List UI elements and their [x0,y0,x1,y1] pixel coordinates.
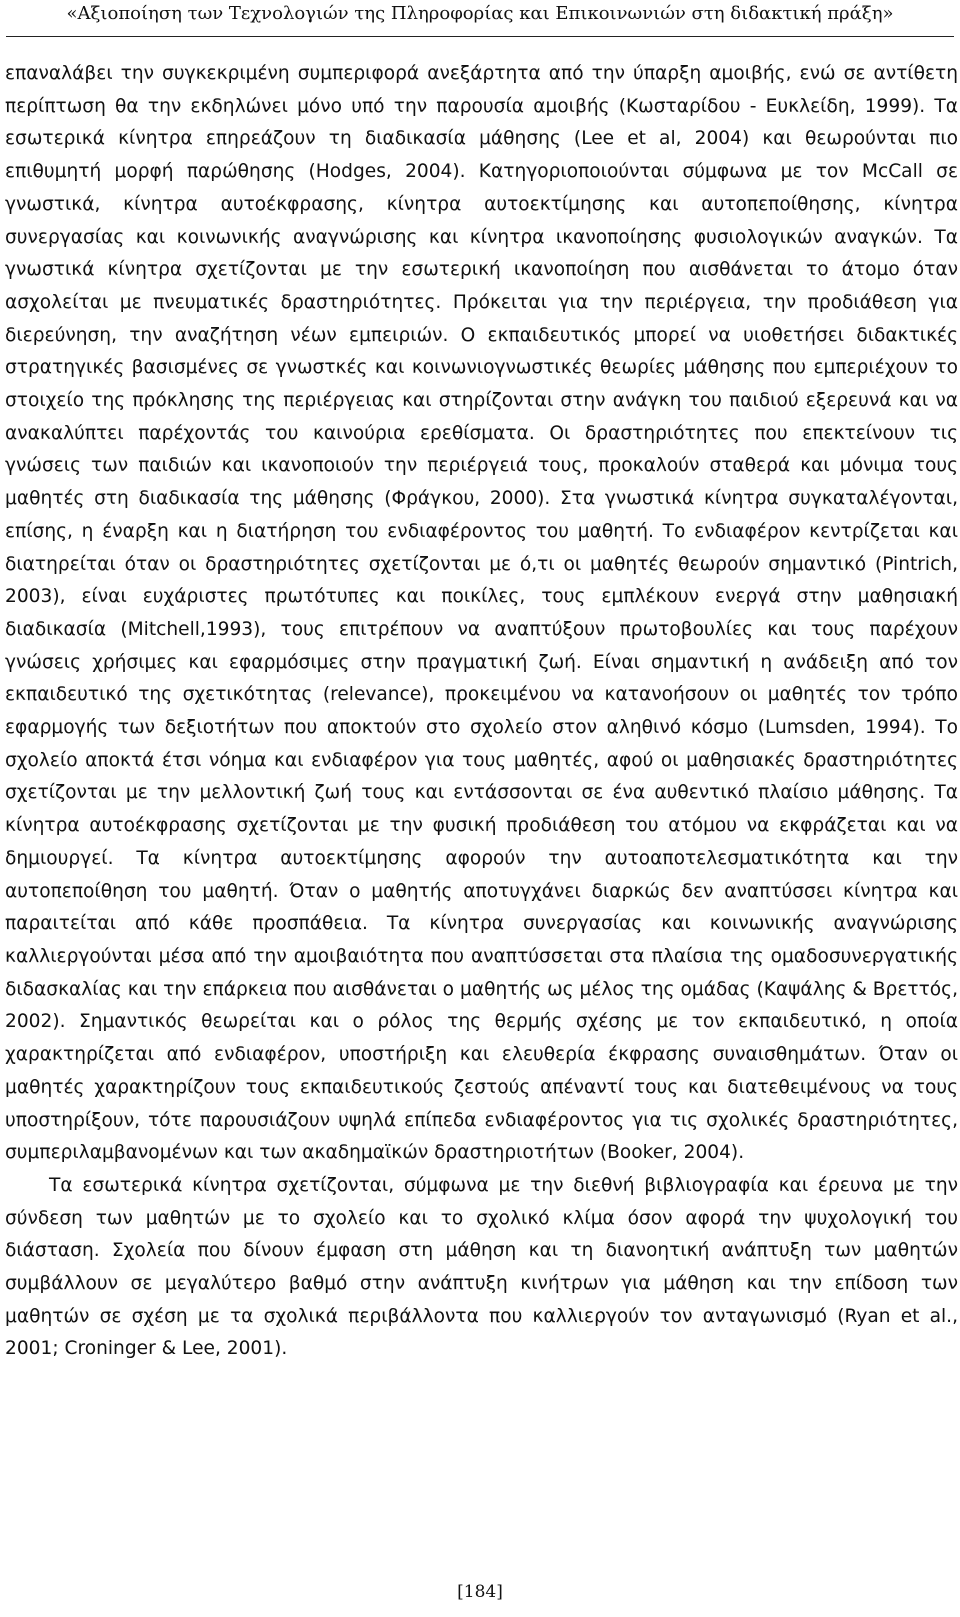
paragraph-continued: επαναλάβει την συγκεκριμένη συμπεριφορά ανεξάρτητα από την ύπαρξη αμοιβής, ενώ σε αντίθετη περίπτωση θα την εκδηλώνει μόνο υπό την παρουσία αμοιβής (Κωσταρίδου - Ευκλείδη, 1999). Τα εσωτερικά κίνητρα επηρεάζουν τη διαδικασία μάθησης (Lee et al, 2004) και θεωρούνται πιο επιθυμητή μορφή παρώθησης (Hodges, 2004). Κατηγοριοποιούνται σύμφωνα με τον McCall σε γνωστικά, κίνητρα αυτοέκφρασης, κίνητρα αυτοεκτίμησης και αυτοπεποίθησης, κίνητρα συνεργασίας και κοινωνικής αναγνώρισης και κίνητρα ικανοποίησης φυσιολογικών αναγκών. Τα γνωστικά κίνητρα σχετίζονται με την εσωτερική ικανοποίηση που αισθάνεται το άτομο όταν ασχολείται με πνευματικές δραστηριότητες. Πρόκειται για την περιέργεια, την προδιάθεση για διερεύνηση, την αναζήτηση νέων εμπειριών. Ο εκπαιδευτικός μπορεί να υιοθετήσει διδακτικές στρατηγικές βασισμένες σε γνωστκές και κοινωνιογνωστικές θεωρίες μάθησης που εμπεριέχουν το στοιχείο της πρόκλησης της περιέργειας και στηρίζονται στην ανάγκη του παιδιού εξερευνά και να ανακαλύπτει παρέχοντάς του καινούρια ερεθίσματα. Οι δραστηριότητες που επεκτείνουν τις γνώσεις των παιδιών και ικανοποιούν την περιέργειά τους, προκαλούν σταθερά και μόνιμα τους μαθητές στη διαδικασία της μάθησης (Φράγκου, 2000). Στα γνωστικά κίνητρα συγκαταλέγονται, επίσης, η έναρξη και η διατήρηση του ενδιαφέροντος του μαθητή. Το ενδιαφέρον κεντρίζεται και διατηρείται όταν οι δραστηριότητες σχετίζονται με ό,τι οι μαθητές θεωρούν σημαντικό (Pintrich, 2003), είναι ευχάριστες πρωτότυπες και ποικίλες, τους εμπλέκουν ενεργά στην μαθησιακή διαδικασία (Mitchell,1993), τους επιτρέπουν να αναπτύξουν πρωτοβουλίες και τους παρέχουν γνώσεις χρήσιμες και εφαρμόσιμες στην πραγματική ζωή. Είναι σημαντική η ανάδειξη από τον εκπαιδευτικό της σχετικότητας (relevance), προκειμένου να κατανοήσουν οι μαθητές τον τρόπο εφαρμογής των δεξιοτήτων που αποκτούν στο σχολείο στον αληθινό κόσμο (Lumsden, 1994). Το σχολείο αποκτά έτσι νόημα και ενδιαφέρον για τους μαθητές, αφού οι μαθησιακές δραστηριότητες σχετίζονται με την μελλοντική ζωή τους και εντάσσονται σε ένα αυθεντικό πλαίσιο μάθησης. Τα κίνητρα αυτοέκφρασης σχετίζονται με την φυσική προδιάθεση του ατόμου να εκφράζεται και να δημιουργεί. Τα κίνητρα αυτοεκτίμησης αφορούν την αυτοαποτελεσματικότητα και την αυτοπεποίθηση του μαθητή. Όταν ο μαθητής αποτυγχάνει διαρκώς δεν αναπτύσσει κίνητρα και παραιτείται από κάθε προσπάθεια. Τα κίνητρα συνεργασίας και κοινωνικής αναγνώρισης καλλιεργούνται μέσα από την αμοιβαιότητα που αναπτύσσεται στα πλαίσια της ομαδοσυνεργατικής διδασκαλίας και την επάρκεια που αισθάνεται ο μαθητής ως μέλος της ομάδας (Καψάλης & Βρεττός, 2002). Σημαντικός θεωρείται και ο ρόλος της θερμής σχέσης με τον εκπαιδευτικό, η οποία χαρακτηρίζεται από ενδιαφέρον, υποστήριξη και ελευθερία έκφρασης συναισθημάτων. Όταν οι μαθητές χαρακτηρίζουν τους εκπαιδευτικούς ζεστούς απέναντί τους και διατεθειμένους να τους υποστηρίξουν, τότε παρουσιάζουν υψηλά επίπεδα ενδιαφέροντος για τις σχολικές δραστηριότητες, συμπεριλαμβανομένων και των ακαδημαϊκών δραστηριοτήτων (Booker, 2004). [5,63,958,1164]
page-number: [184] [457,1582,503,1602]
main-text-block [5,58,958,1366]
header-divider [6,36,954,37]
running-header: «Αξιοποίηση των Τεχνολογιών της Πληροφορίας και Επικοινωνιών στη διδακτική πράξη» [66,3,894,24]
paragraph-indented: Τα εσωτερικά κίνητρα σχετίζονται, σύμφωνα με την διεθνή βιβλιογραφία και έρευνα με την σύνδεση των μαθητών με το σχολείο και το σχολικό κλίμα όσον αφορά την ψυχολογική του διάσταση. Σχολεία που δίνουν έμφαση στη μάθηση και τη διανοητική ανάπτυξη των μαθητών συμβάλλουν σε μεγαλύτερο βαθμό στην ανάπτυξη κινήτρων για μάθηση και την επίδοση των μαθητών σε σχέση με τα σχολικά περιβάλλοντα που καλλιεργούν τον ανταγωνισμό (Ryan et al., 2001; Croninger & Lee, 2001). [5,1174,958,1360]
